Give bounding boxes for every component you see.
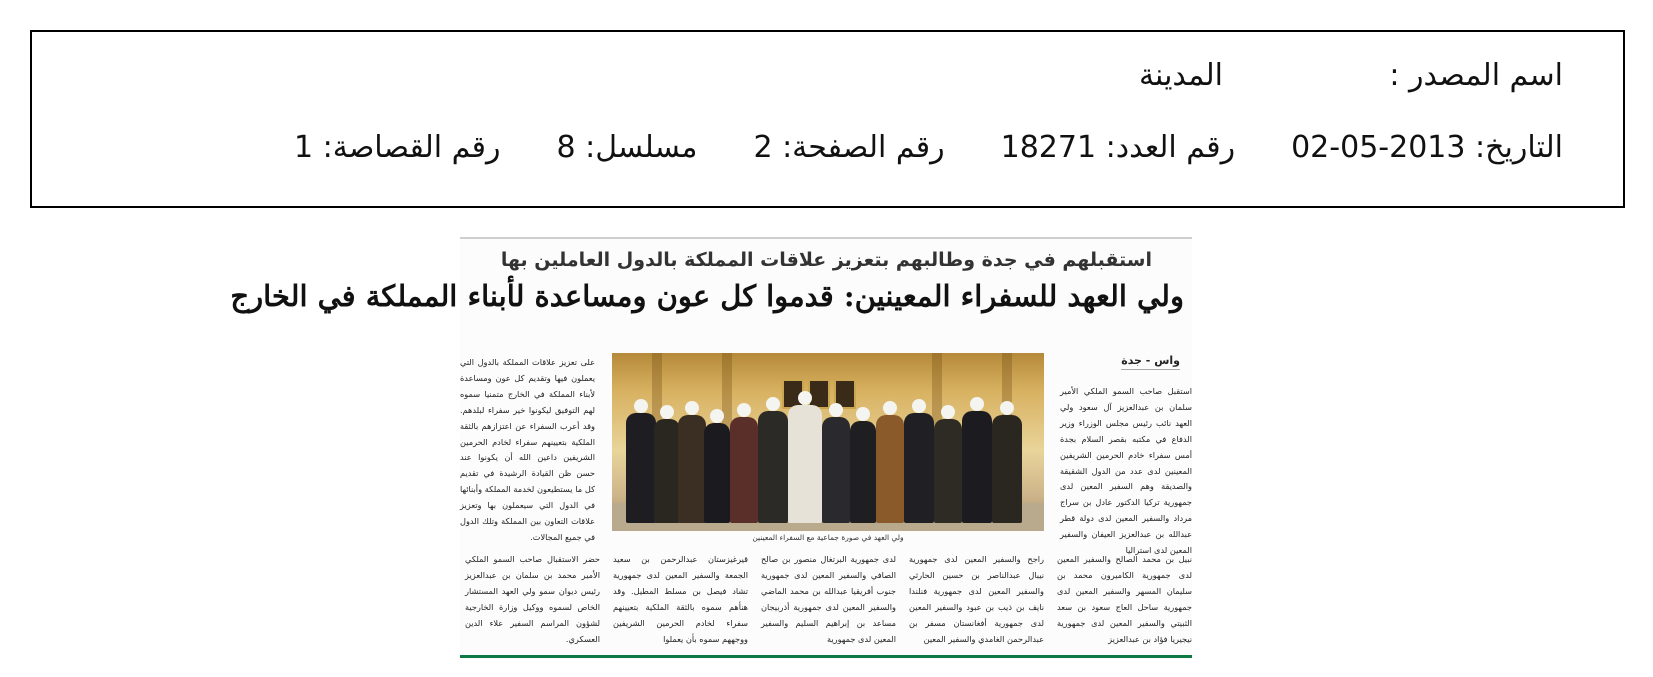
bottom-column-2: راجح والسفير المعين لدى جمهورية نيبال عبدالناصر بن حسين الحارثي والسفير المعين لدى جمهورية فنلندا نايف بن ذيب بن عبود والسفير المعين لدى جمهورية أفغانستان مسفر بن عبدالرحمن الغامدي والسفير المعين <box>909 554 1044 644</box>
bottom-columns <box>460 552 1192 650</box>
source-info-box <box>30 30 1625 208</box>
date-field: التاريخ: 2013-05-02 <box>1291 130 1563 165</box>
page-number-field: رقم الصفحة: 2 <box>753 130 945 165</box>
clip-number-field: رقم القصاصة: 1 <box>294 130 501 165</box>
article-kicker: استقبلهم في جدة وطالبهم بتعزيز علاقات المملكة بالدول العاملين بها <box>500 249 1152 271</box>
source-value: المدينة <box>1138 58 1223 93</box>
group-photo <box>612 353 1044 531</box>
newspaper-clipping <box>230 237 1192 659</box>
metadata-line <box>294 130 1563 165</box>
top-rule <box>460 237 1192 239</box>
source-label: اسم المصدر : <box>1389 58 1563 93</box>
bottom-column-1: نبيل بن محمد الصالح والسفير المعين لدى جمهورية الكاميرون محمد بن سليمان المسهر والسفير المعين لدى جمهورية ساحل العاج سعود بن سعد الثبيتي والسفير المعين لدى جمهورية نيجيريا فؤاد بن عبدالعزيز <box>1057 554 1192 644</box>
article-column-right: استقبل صاحب السمو الملكي الأمير سلمان بن عبدالعزيز آل سعود ولي العهد نائب رئيس مجلس الوزراء وزير الدفاع في مكتبه بقصر السلام بجدة أمس سفراء خادم الحرمين الشريفين المعينين لدى عدد من الدول الشقيقة والصديقة وهم السفير المعين لدى جمهورية تركيا الدكتور عادل بن سراج مرداد والسفير المعين لدى دولة قطر عبدالله بن عبدالعزيز العيفان والسفير المعين لدى استراليا <box>1060 386 1192 556</box>
bottom-rule <box>460 655 1192 658</box>
photo-caption: ولي العهد في صورة جماعية مع السفراء المعينين <box>752 533 904 542</box>
issue-number-field: رقم العدد: 18271 <box>1000 130 1236 165</box>
bottom-column-3: لدى جمهورية البرتغال منصور بن صالح الصافي والسفير المعين لدى جمهورية جنوب أفريقيا عبدالله بن محمد الماضي والسفير المعين لدى جمهورية أذربيجان مساعد بن إبراهيم السليم والسفير المعين لدى جمهورية <box>761 554 896 644</box>
bottom-column-5: حضر الاستقبال صاحب السمو الملكي الأمير محمد بن سلمان بن عبدالعزيز رئيس ديوان سمو ولي العهد المستشار الخاص لسموه ووكيل وزارة الخارجية لشؤون المراسم السفير علاء الدين العسكري. <box>465 554 600 644</box>
serial-field: مسلسل: 8 <box>556 130 698 165</box>
article-column-left: على تعزيز علاقات المملكة بالدول التي يعملون فيها وتقديم كل عون ومساعدة لأبناء المملكة في الخارج متمنيا سموه لهم التوفيق ليكونوا خير سفراء لبلدهم. وقد أعرب السفراء عن اعتزازهم بالثقة الملكية بتعيينهم سفراء لخادم الحرمين الشريفين داعين الله أن يكونوا عند حسن ظن القيادة الرشيدة في تقديم كل ما يستطيعون لخدمة المملكة وأبنائها في الدول التي سيعملون بها وتعزيز علاقات التعاون بين المملكة وتلك الدول في جميع المجالات. <box>460 357 595 542</box>
article-byline: واس - جدة <box>1121 354 1180 370</box>
bottom-column-4: قيرغيزستان عبدالرحمن بن سعيد الجمعة والسفير المعين لدى جمهورية تشاد فيصل بن مسلط المطيل. وقد هنأهم سموه بالثقة الملكية بتعيينهم سفراء لخادم الحرمين الشريفين ووجههم سموه بأن يعملوا <box>613 554 748 644</box>
article-headline: ولي العهد للسفراء المعينين: قدموا كل عون ومساعدة لأبناء المملكة في الخارج <box>230 279 1184 313</box>
